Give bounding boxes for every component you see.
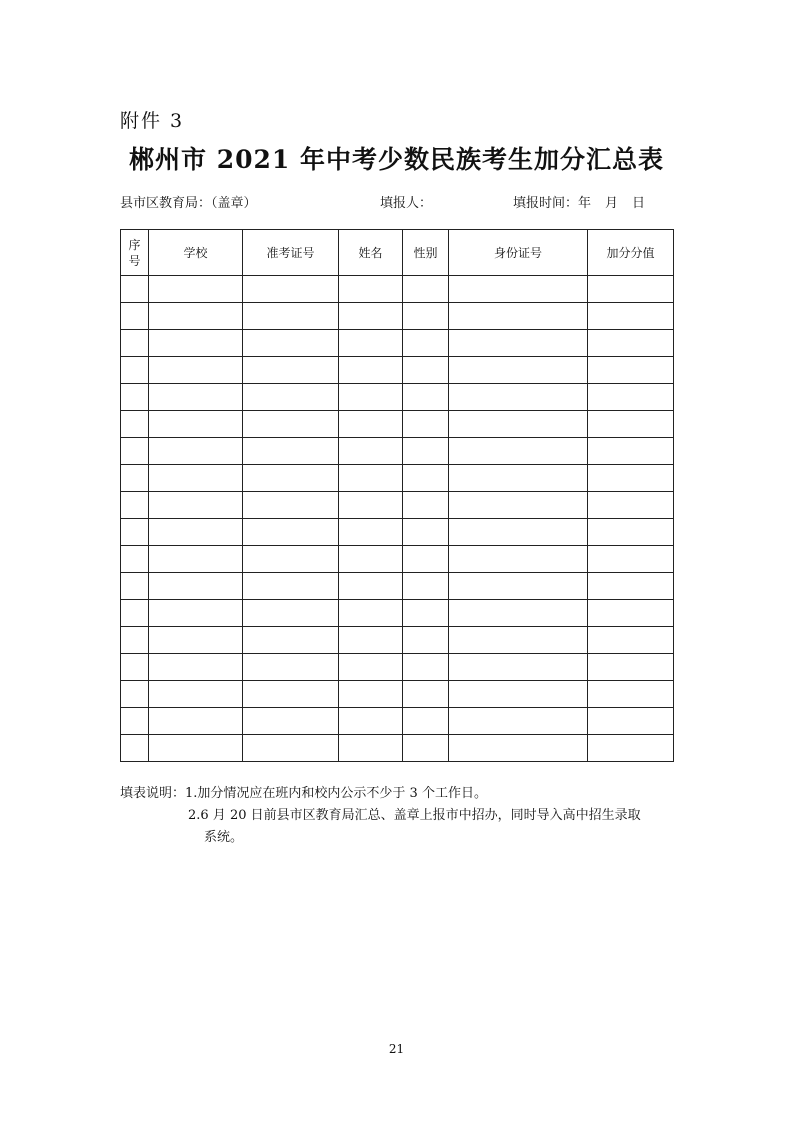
table-cell[interactable] [339,708,403,735]
table-cell[interactable] [149,546,243,573]
table-row [121,573,674,600]
table-cell[interactable] [588,303,674,330]
table-cell[interactable] [339,357,403,384]
table-cell[interactable] [339,681,403,708]
header-school: 学校 [149,230,243,276]
table-cell[interactable] [121,411,149,438]
table-cell[interactable] [449,735,588,762]
table-cell[interactable] [588,600,674,627]
fill-date-month: 月 [605,196,619,211]
table-cell[interactable] [149,303,243,330]
table-cell[interactable] [121,519,149,546]
table-cell[interactable] [588,573,674,600]
table-cell[interactable] [449,573,588,600]
table-cell[interactable] [121,303,149,330]
table-cell[interactable] [449,546,588,573]
table-cell[interactable] [243,627,339,654]
table-cell[interactable] [403,681,449,708]
table-cell[interactable] [243,519,339,546]
table-cell[interactable] [449,357,588,384]
header-id-number: 身份证号 [449,230,588,276]
bureau-stamp-label: 县市区教育局：（盖章） [120,196,257,211]
table-cell[interactable] [588,627,674,654]
table-cell[interactable] [588,384,674,411]
table-cell[interactable] [243,735,339,762]
table-cell[interactable] [588,411,674,438]
table-row [121,654,674,681]
table-cell[interactable] [149,276,243,303]
table-cell[interactable] [588,492,674,519]
page-number: 21 [388,1042,405,1056]
table-cell[interactable] [339,654,403,681]
table-cell[interactable] [149,573,243,600]
table-cell[interactable] [339,465,403,492]
table-cell[interactable] [403,384,449,411]
table-cell[interactable] [243,384,339,411]
table-cell[interactable] [449,330,588,357]
table-row [121,303,674,330]
table-row [121,384,674,411]
table-header-row [121,230,674,276]
fill-instructions [120,783,680,849]
table-cell[interactable] [588,357,674,384]
table-cell[interactable] [449,384,588,411]
table-cell[interactable] [149,519,243,546]
table-row [121,330,674,357]
table-cell[interactable] [149,735,243,762]
note-item-2-continued: 系统。 [204,830,244,845]
table-row [121,600,674,627]
table-cell[interactable] [243,438,339,465]
table-cell[interactable] [149,681,243,708]
table-cell[interactable] [588,519,674,546]
table-cell[interactable] [243,600,339,627]
table-cell[interactable] [149,357,243,384]
table-row [121,681,674,708]
table-row [121,411,674,438]
table-cell[interactable] [449,438,588,465]
table-cell[interactable] [339,519,403,546]
table-cell[interactable] [149,384,243,411]
header-seq-label: 序号 [128,237,141,268]
table-cell[interactable] [339,438,403,465]
table-cell[interactable] [403,573,449,600]
fill-date-day: 日 [632,196,646,211]
table-cell[interactable] [121,708,149,735]
table-cell[interactable] [588,330,674,357]
note-item-1: 填表说明：1.加分情况应在班内和校内公示不少于 3 个工作日。 [120,786,487,801]
fill-date [513,192,645,211]
table-cell[interactable] [339,276,403,303]
table-cell[interactable] [449,654,588,681]
summary-table [120,229,674,762]
table-cell[interactable] [449,600,588,627]
table-row [121,357,674,384]
table-cell[interactable] [243,681,339,708]
table-row [121,438,674,465]
table-cell[interactable] [403,735,449,762]
table-cell[interactable] [121,627,149,654]
table-row [121,627,674,654]
table-cell[interactable] [149,654,243,681]
table-cell[interactable] [403,438,449,465]
table-cell[interactable] [403,276,449,303]
note-item-2: 2.6 月 20 日前县市区教育局汇总、盖章上报市中招办，同时导入高中招生录取 [188,808,641,823]
table-cell[interactable] [121,546,149,573]
table-cell[interactable] [339,627,403,654]
table-cell[interactable] [449,276,588,303]
table-cell[interactable] [121,600,149,627]
table-cell[interactable] [243,573,339,600]
table-cell[interactable] [121,384,149,411]
table-cell[interactable] [149,438,243,465]
table-cell[interactable] [449,492,588,519]
table-cell[interactable] [149,465,243,492]
table-cell[interactable] [149,411,243,438]
table-cell[interactable] [588,735,674,762]
table-cell[interactable] [243,708,339,735]
table-cell[interactable] [339,573,403,600]
table-cell[interactable] [449,681,588,708]
fill-date-label: 填报时间： [513,196,579,211]
table-cell[interactable] [149,492,243,519]
table-cell[interactable] [449,465,588,492]
table-cell[interactable] [449,708,588,735]
header-name: 姓名 [339,230,403,276]
table-cell[interactable] [121,465,149,492]
table-cell[interactable] [588,276,674,303]
table-cell[interactable] [243,465,339,492]
table-cell[interactable] [121,330,149,357]
table-cell[interactable] [243,303,339,330]
table-row [121,546,674,573]
table-cell[interactable] [243,546,339,573]
table-cell[interactable] [149,330,243,357]
table-cell[interactable] [339,492,403,519]
table-row [121,708,674,735]
table-cell[interactable] [339,330,403,357]
table-cell[interactable] [403,303,449,330]
table-cell[interactable] [339,411,403,438]
table-cell[interactable] [403,546,449,573]
table-cell[interactable] [588,438,674,465]
table-cell[interactable] [339,384,403,411]
table-cell[interactable] [588,654,674,681]
table-cell[interactable] [403,492,449,519]
table-row [121,276,674,303]
table-row [121,519,674,546]
header-exam-number: 准考证号 [243,230,339,276]
table-cell[interactable] [149,627,243,654]
attachment-label: 附件 3 [120,110,185,132]
table-cell[interactable] [339,303,403,330]
table-cell[interactable] [243,330,339,357]
table-cell[interactable] [449,627,588,654]
fill-date-year: 年 [578,196,592,211]
table-cell[interactable] [403,330,449,357]
table-cell[interactable] [588,681,674,708]
table-cell[interactable] [339,735,403,762]
table-cell[interactable] [403,627,449,654]
page-title: 郴州市 2021 年中考少数民族考生加分汇总表 [129,145,664,174]
table-cell[interactable] [339,600,403,627]
table-cell[interactable] [121,573,149,600]
table-cell[interactable] [149,600,243,627]
table-cell[interactable] [403,411,449,438]
table-cell[interactable] [243,654,339,681]
table-cell[interactable] [403,708,449,735]
header-seq [121,230,149,276]
table-cell[interactable] [121,276,149,303]
table-cell[interactable] [339,546,403,573]
table-cell[interactable] [588,708,674,735]
table-cell[interactable] [121,735,149,762]
table-cell[interactable] [121,654,149,681]
table-cell[interactable] [121,438,149,465]
table-cell[interactable] [121,681,149,708]
table-cell[interactable] [403,357,449,384]
table-row [121,735,674,762]
table-cell[interactable] [149,708,243,735]
table-cell[interactable] [588,546,674,573]
notes-label: 填表说明： [120,786,186,801]
table-cell[interactable] [243,492,339,519]
table-cell[interactable] [121,492,149,519]
header-gender: 性别 [403,230,449,276]
table-row [121,465,674,492]
table-cell[interactable] [403,654,449,681]
table-cell[interactable] [403,465,449,492]
table-cell[interactable] [243,357,339,384]
table-cell[interactable] [243,411,339,438]
table-cell[interactable] [449,303,588,330]
table-cell[interactable] [403,600,449,627]
table-cell[interactable] [403,519,449,546]
table-cell[interactable] [121,357,149,384]
table-row [121,492,674,519]
header-bonus-points: 加分分值 [588,230,674,276]
table-cell[interactable] [243,276,339,303]
table-cell[interactable] [449,411,588,438]
table-cell[interactable] [449,519,588,546]
filler-label: 填报人： [380,196,433,211]
table-cell[interactable] [588,465,674,492]
